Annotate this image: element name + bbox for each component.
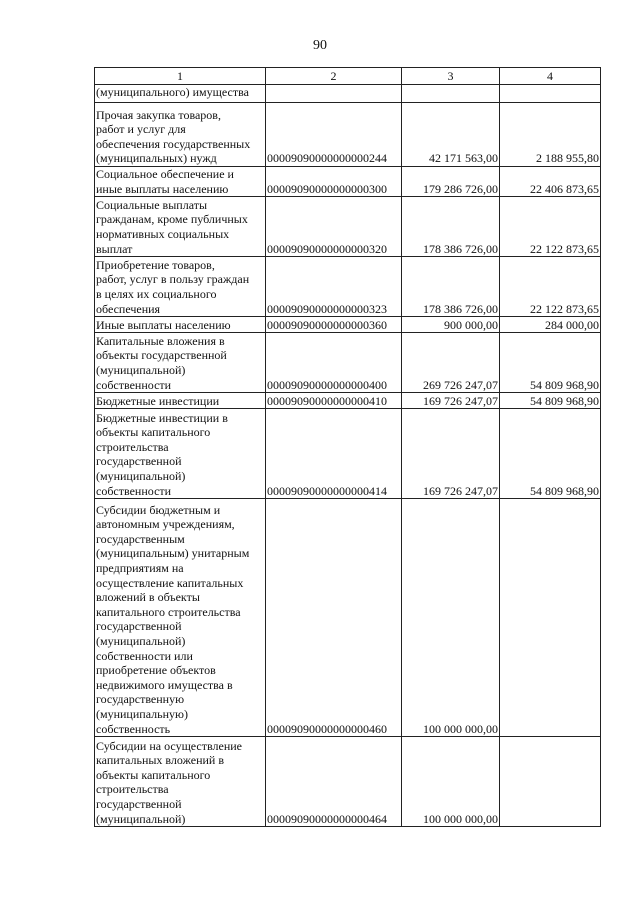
row-code: 00009090000000000460 <box>266 499 402 737</box>
row-value-col3 <box>402 85 500 103</box>
table-row <box>95 257 601 317</box>
row-value-col4 <box>500 499 601 737</box>
row-value-col3: 900 000,00 <box>402 317 500 333</box>
row-code: 00009090000000000414 <box>266 409 402 499</box>
header-col-4: 4 <box>500 68 601 85</box>
row-code: 00009090000000000400 <box>266 333 402 393</box>
table-row <box>95 317 601 333</box>
header-col-1: 1 <box>95 68 266 85</box>
table-row <box>95 85 601 103</box>
row-name: Бюджетные инвестиции <box>95 393 266 409</box>
table-row <box>95 499 601 737</box>
row-value-col4: 22 122 873,65 <box>500 257 601 317</box>
row-value-col4: 54 809 968,90 <box>500 333 601 393</box>
budget-table <box>94 67 601 827</box>
row-code: 00009090000000000360 <box>266 317 402 333</box>
row-value-col4: 54 809 968,90 <box>500 393 601 409</box>
row-code <box>266 85 402 103</box>
row-code: 00009090000000000320 <box>266 197 402 257</box>
row-value-col4 <box>500 85 601 103</box>
table-row <box>95 333 601 393</box>
row-value-col3: 178 386 726,00 <box>402 257 500 317</box>
row-value-col3: 42 171 563,00 <box>402 103 500 167</box>
row-value-col4: 22 406 873,65 <box>500 167 601 197</box>
row-code: 00009090000000000244 <box>266 103 402 167</box>
row-code: 00009090000000000300 <box>266 167 402 197</box>
row-value-col4 <box>500 737 601 827</box>
row-name: Субсидии бюджетным и автономным учреждениям, государственным (муниципальным) унитарным предприятиям на осуществление капитальных вложений в объекты капитального строительства государственной (муниципальной) собственности или приобретение объектов недвижимого имущества в государственную (муниципальную) собственность <box>95 499 266 737</box>
table-row <box>95 737 601 827</box>
row-code: 00009090000000000464 <box>266 737 402 827</box>
table-row <box>95 409 601 499</box>
table-header-row <box>95 68 601 85</box>
row-value-col4: 2 188 955,80 <box>500 103 601 167</box>
row-name: Прочая закупка товаров, работ и услуг для обеспечения государственных (муниципальных) нужд <box>95 103 266 167</box>
table-row <box>95 393 601 409</box>
row-value-col3: 269 726 247,07 <box>402 333 500 393</box>
row-value-col3: 100 000 000,00 <box>402 499 500 737</box>
header-col-3: 3 <box>402 68 500 85</box>
row-name: Социальные выплаты гражданам, кроме публичных нормативных социальных выплат <box>95 197 266 257</box>
header-col-2: 2 <box>266 68 402 85</box>
row-value-col3: 169 726 247,07 <box>402 409 500 499</box>
row-code: 00009090000000000323 <box>266 257 402 317</box>
row-value-col4: 54 809 968,90 <box>500 409 601 499</box>
row-value-col4: 22 122 873,65 <box>500 197 601 257</box>
table-row <box>95 197 601 257</box>
row-code: 00009090000000000410 <box>266 393 402 409</box>
row-name: (муниципального) имущества <box>95 85 266 103</box>
page-number: 90 <box>313 38 327 53</box>
row-value-col4: 284 000,00 <box>500 317 601 333</box>
row-name: Иные выплаты населению <box>95 317 266 333</box>
table-row <box>95 167 601 197</box>
row-value-col3: 100 000 000,00 <box>402 737 500 827</box>
row-value-col3: 179 286 726,00 <box>402 167 500 197</box>
table-row <box>95 103 601 167</box>
row-name: Субсидии на осуществление капитальных вложений в объекты капитального строительства государственной (муниципальной) <box>95 737 266 827</box>
row-value-col3: 169 726 247,07 <box>402 393 500 409</box>
row-name: Социальное обеспечение и иные выплаты населению <box>95 167 266 197</box>
row-name: Капитальные вложения в объекты государственной (муниципальной) собственности <box>95 333 266 393</box>
row-name: Приобретение товаров, работ, услуг в пользу граждан в целях их социального обеспечения <box>95 257 266 317</box>
row-value-col3: 178 386 726,00 <box>402 197 500 257</box>
row-name: Бюджетные инвестиции в объекты капитального строительства государственной (муниципальной) собственности <box>95 409 266 499</box>
